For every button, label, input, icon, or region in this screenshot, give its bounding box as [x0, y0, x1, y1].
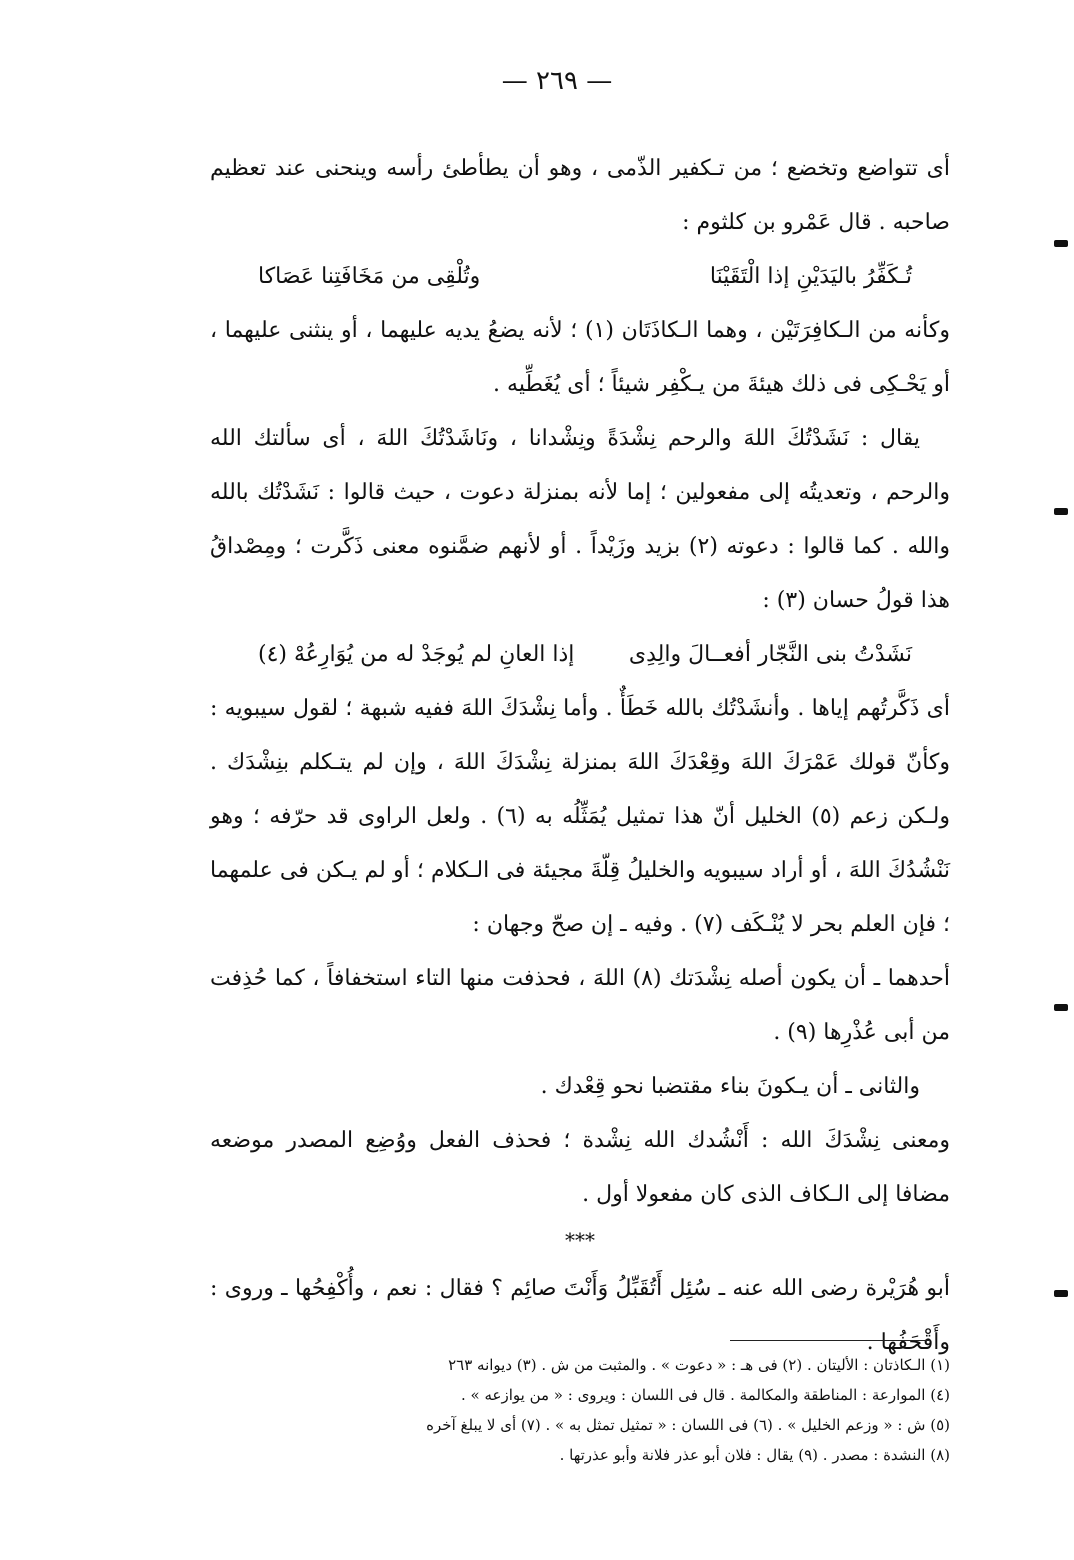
footnote-line-3: (٥) ش : « وزعم الخليل » . (٦) فى اللسان : « تمثيل تمثل به » . (٧) أى لا يبلغ آخره — [426, 1416, 950, 1434]
margin-mark — [1054, 1290, 1068, 1297]
verse-2-first-hemistich: نَشَدْتُ بنى النَّجّار أفعــالَ والِدِى — [628, 642, 912, 667]
verse-1 — [210, 250, 950, 304]
verse-1-first-hemistich: تُـكَفِّرُ باليَدَيْنِ إذا الْتَقَيْنَا — [709, 264, 912, 289]
verse-2-second-hemistich: إذا العانِ لم يُوجَدْ له من يُوَارِعُهْ (٤) — [258, 642, 575, 667]
main-text — [210, 142, 950, 1370]
paragraph-3: يقال : نَشَدْتُكَ اللهَ والرحم نِشْدَةً ونِشْدانا ، ونَاشَدْتُكَ اللهَ ، أى سألتك الله والرحم ، وتعديتُه إلى مفعولين ؛ إما لأنه بمنزلة دعوت ، حيث قالوا : نَشَدْتُك بالله والله . كما قالوا : دعوته (٢) بزيد وزَيْداً . أو لأنهم ضمَّنوه معنى ذَكَّرت ؛ ومِصْداقُ هذا قولُ حسان (٣) : — [210, 426, 950, 613]
footnote-line-1: (١) الـكاذتان : الأليتان . (٢) فى هـ : « دعوت » . والمثبت من ش . (٣) ديوانه ٢٦٣ — [448, 1356, 950, 1374]
section-separator: *** — [565, 1228, 595, 1252]
footnote-line-2: (٤) الموارعة : المناطقة والمكالمة . قال فى اللسان : ويروى : « من يوازعه » . — [461, 1386, 950, 1404]
paragraph-1: أى تتواضع وتخضع ؛ من تـكفير الذّمى ، وهو أن يطأطئ رأسه وينحنى عند تعظيم صاحبه . قال عَمْرو بن كلثوم : — [210, 156, 950, 235]
footnote-divider — [730, 1340, 930, 1341]
verse-1-second-hemistich: وتُلْقِى من مَخَافَتِنا عَصَاكا — [258, 264, 481, 289]
footnote-line-4: (٨) النشدة : مصدر . (٩) يقال : فلان أبو عذر فلانة وأبو عذرتها . — [559, 1446, 950, 1464]
paragraph-2: وكأنه من الـكافِرَتَيْن ، وهما الـكاذَتَان (١) ؛ لأنه يضعُ يديه عليهما ، أو ينثنى عليهما ، أو يَحْـكِى فى ذلك هيئةَ من يـكْفِر شيئاً ؛ أى يُغَطِّيه . — [210, 318, 950, 397]
page-number: — ٢٦٩ — — [501, 66, 613, 96]
margin-mark — [1054, 240, 1068, 247]
margin-mark — [1054, 1004, 1068, 1011]
verse-2 — [210, 628, 950, 682]
paragraph-4: أى ذَكَّرتُهم إياها . وأنشَدْتُك بالله خَطَأٌ . وأما نِشْدَكَ اللهَ ففيه شبهة ؛ لقول سيبويه : وكأنّ قولك عَمْرَكَ اللهَ وقِعْدَكَ اللهَ بمنزلة نِشْدَكَ اللهَ ، وإن لم يتـكلم بنِشْدَك . ولـكن زعم (٥) الخليل أنّ هذا تمثيل يُمَثِّلُه به (٦) . ولعل الراوى قد حرّفه ؛ وهو نَنْشُدُكَ اللهَ ، أو أراد سيبويه والخليلُ قِلّةَ مجيئة فى الـكلام ؛ أو لم يـكن فى علمهما ؛ فإن العلم بحر لا يُنْـكَف (٧) . وفيه ـ إن صحّ وجهان : — [210, 696, 950, 937]
paragraph-5: أحدهما ـ أن يكون أصله نِشْدَتك (٨) اللهَ ، فحذفت منها التاء استخفافاً ، كما حُذِفت من أبى عُذْرِها (٩) . — [210, 966, 950, 1045]
paragraph-7: ومعنى نِشْدَكَ الله : أَنْشُدك الله نِشْدة ؛ فحذف الفعل ووُضِع المصدر موضعه مضافا إلى الـكاف الذى كان مفعولا أول . — [210, 1128, 950, 1207]
margin-mark — [1054, 508, 1068, 515]
footnotes — [190, 1350, 950, 1470]
paragraph-6: والثانى ـ أن يـكونَ بناء مقتضبا نحو قِعْدك . — [540, 1074, 920, 1099]
paragraph-8: أبو هُرَيْرة رضى الله عنه ـ سُئِل أَتُقَبِّلُ وَأَنْتَ صائِم ؟ فقال : نعم ، وأُكْفِحُها ـ وروى : وأَقْحَفُها . — [210, 1276, 950, 1355]
